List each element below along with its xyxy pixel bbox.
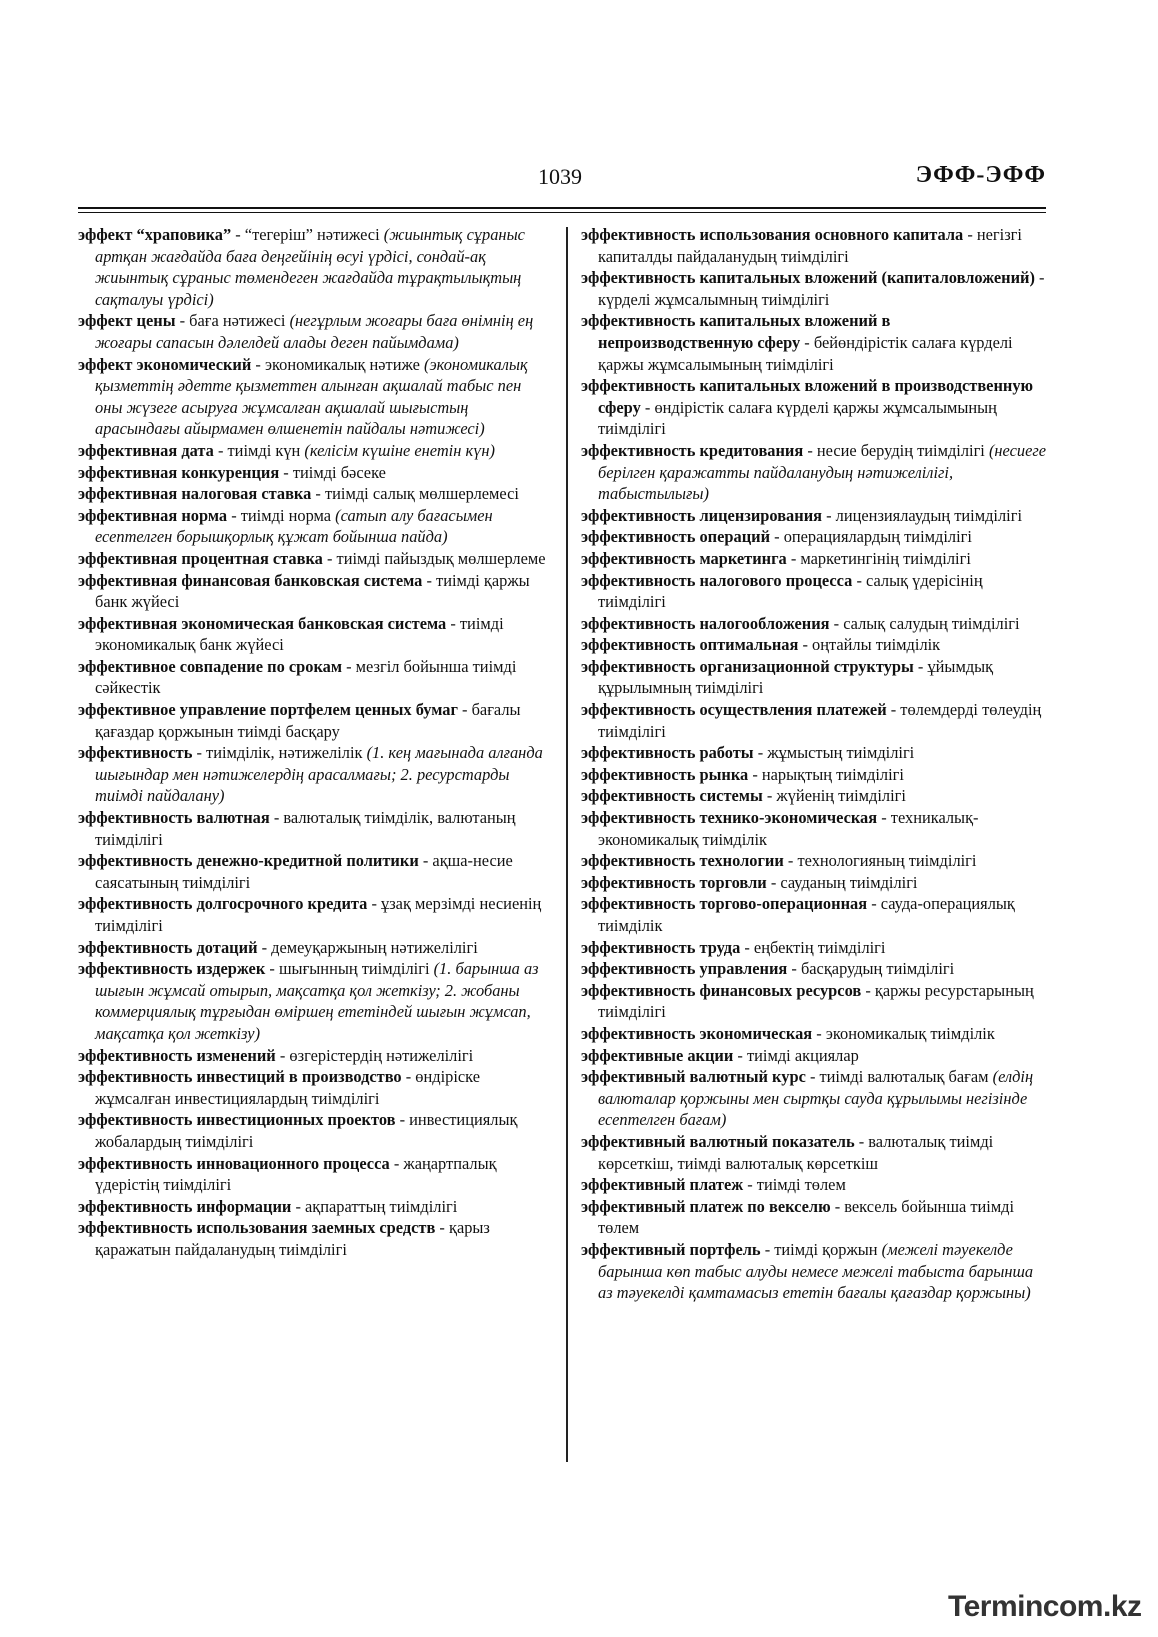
entry-definition: лицензиялаудың тиімділігі <box>835 505 1022 525</box>
entry-separator: - <box>269 808 284 828</box>
dictionary-entry <box>581 1045 1048 1067</box>
entry-separator: - <box>822 505 836 525</box>
watermark-logo <box>948 1590 1142 1624</box>
dictionary-entry <box>581 1023 1048 1045</box>
dictionary-entry <box>78 1153 552 1196</box>
entry-separator: - <box>762 786 777 806</box>
dictionary-entry <box>581 1196 1048 1239</box>
dictionary-entry <box>581 893 1048 936</box>
entry-term: эффективное совпадение по срокам <box>78 656 343 676</box>
entry-definition: техникалық-экономикалық тиімділік <box>598 808 979 849</box>
dictionary-entry <box>78 462 552 484</box>
entry-term: эффект “храповика” <box>78 225 232 244</box>
dictionary-entry <box>78 483 552 505</box>
entry-separator: - <box>446 613 460 633</box>
dictionary-entry <box>78 1217 552 1260</box>
entry-separator: - <box>805 1067 820 1087</box>
entry-definition: мезгіл бойынша тиімді сәйкестік <box>95 656 517 698</box>
entry-term: эффективность инвестиций в производство <box>78 1067 402 1087</box>
entry-term: эффективность торгово-операционная <box>581 894 868 914</box>
entry-definition: тиімді салық мөлшерлемесі <box>324 484 519 504</box>
entry-term: эффективность денежно-кредитной политики <box>78 851 419 871</box>
entry-separator: - <box>435 1218 449 1238</box>
entry-term: эффективность налогообложения <box>581 613 830 633</box>
dictionary-entry <box>581 785 1048 807</box>
entry-separator: - <box>457 700 472 720</box>
entry-term: эффективность информации <box>78 1196 292 1216</box>
dictionary-entry <box>78 548 552 570</box>
entry-note: (межелі тәуекелде барынша көп табыс алуды немесе межелі табыста барынша аз тәуекелді қамтамасыз ететін бағалы қағаздар қоржыны) <box>598 1239 1034 1303</box>
entry-separator: - <box>311 484 325 504</box>
dictionary-entry <box>581 699 1048 742</box>
entry-definition: жүйенің тиімділігі <box>776 786 906 806</box>
dictionary-entry <box>581 1239 1048 1304</box>
entry-term: эффективность использования заемных средств <box>78 1218 436 1238</box>
entry-definition: тиімді қоржын <box>774 1239 878 1259</box>
entry-separator: - <box>766 872 781 892</box>
entry-term: эффективность изменений <box>78 1045 276 1065</box>
dictionary-entry <box>581 980 1048 1023</box>
entry-term: эффективная финансовая банковская система <box>78 570 423 590</box>
entry-separator: - <box>265 959 279 979</box>
entry-term: эффект цены <box>78 311 176 331</box>
dictionary-entry <box>581 937 1048 959</box>
entry-separator: - <box>748 764 762 784</box>
dictionary-entry <box>581 872 1048 894</box>
entry-term: эффективность экономическая <box>581 1023 813 1043</box>
entry-note: (экономикалық қызметтің әдетте қызметтен алынған ақшалай табыс пен оны жүзеге асыруға жұмсалған ақшалай шығыстың арасындағы айырмамен өлшенетін пайдалы нәтижесі) <box>95 354 528 439</box>
entry-definition: операциялардың тиімділігі <box>783 527 972 547</box>
entry-term: эффективная процентная ставка <box>78 548 323 568</box>
column-divider <box>566 227 568 1462</box>
entry-definition: сауданың тиімділігі <box>780 872 918 892</box>
entry-term: эффективная норма <box>78 505 228 525</box>
entry-separator: - <box>251 354 265 374</box>
dictionary-entry <box>78 807 552 850</box>
entry-separator: - <box>367 894 381 914</box>
entry-term: эффективность финансовых ресурсов <box>581 980 862 1000</box>
dictionary-entry <box>581 958 1048 980</box>
entry-term: эффективность системы <box>581 786 763 806</box>
entry-definition: тиімділік, нәтижелілік <box>206 743 363 763</box>
entry-separator: - <box>257 937 272 957</box>
entry-definition: ақпараттың тиімділігі <box>305 1196 458 1216</box>
dictionary-entry <box>78 1109 552 1152</box>
entry-term: эффективность капитальных вложений в производственную сферу <box>581 376 1034 417</box>
dictionary-entry <box>581 634 1048 656</box>
entry-separator: - <box>760 1239 775 1259</box>
entry-definition: тиімді пайыздық мөлшерлеме <box>336 548 546 568</box>
entry-note: (жиынтық сұраныс артқан жағдайда баға деңгейінің өсуі үрдісі, сондай-ақ жиынтық сұраныс төмендеген жағдайда тұрақтылықтың сақталуы үрдісі) <box>95 225 525 309</box>
entry-note: (1. кең мағынада алғанда шығындар мен нәтижелердің арасалмағы; 2. ресурстарды тиімді пайдалану) <box>95 743 543 806</box>
entry-definition: күрделі жұмсалымның тиімділігі <box>598 289 830 309</box>
dictionary-entry <box>581 1174 1048 1196</box>
entry-definition: оңтайлы тиімділік <box>812 635 941 655</box>
dictionary-entry <box>78 656 552 699</box>
entry-definition: демеуқаржының нәтижелілігі <box>271 937 478 957</box>
dictionary-entry <box>581 850 1048 872</box>
dictionary-entry <box>78 1196 552 1218</box>
entry-term: эффективность маркетинга <box>581 548 787 568</box>
entry-separator: - <box>418 851 433 871</box>
entry-definition: тиімді акциялар <box>746 1045 859 1065</box>
entry-term: эффективность технико-экономическая <box>581 808 878 828</box>
right-column <box>581 224 1048 1304</box>
entry-definition: төлемдерді төлеудің тиімділігі <box>598 700 1042 741</box>
entry-term: эффект экономический <box>78 354 252 374</box>
running-title: ЭФФ-ЭФФ <box>915 162 1046 188</box>
entry-definition: бейөндірістік салаға күрделі қаржы жұмсалымының тиімділігі <box>598 332 1013 374</box>
entry-note: (1. барынша аз шығын жұмсай отырып, мақсатқа қол жеткізу; 2. жобаны коммерциялық тұрғыдан өміршең ететіндей шығын жұмсап, мақсатқа қол жеткізу) <box>95 959 539 1043</box>
entry-separator: - <box>861 980 875 1000</box>
entry-definition: ұйымдық құрылымның тиімділігі <box>598 656 994 698</box>
entry-definition: “тегеріш” нәтижесі <box>244 225 380 244</box>
entry-separator: - <box>786 548 801 568</box>
entry-separator: - <box>291 1196 305 1216</box>
entry-definition: валюталық тиімді көрсеткіш, тиімді валюталық көрсеткіш <box>598 1131 994 1173</box>
entry-term: эффективность оптимальная <box>581 635 799 655</box>
entry-definition: жаңартпалық үдерістің тиімділігі <box>95 1153 497 1195</box>
entry-term: эффективный валютный показатель <box>581 1131 855 1151</box>
entry-term: эффективность рынка <box>581 764 749 784</box>
entry-definition: несие берудің тиімділігі <box>816 440 985 460</box>
watermark-text: Termincom.kz <box>948 1590 1142 1623</box>
dictionary-entry <box>78 699 552 742</box>
dictionary-entry <box>78 505 552 548</box>
entry-separator: - <box>227 505 241 525</box>
dictionary-entry <box>78 613 552 656</box>
dictionary-entry <box>581 505 1048 527</box>
page-number: 1039 <box>538 164 582 189</box>
entry-definition: өндіріске жұмсалған инвестициялардың тиімділігі <box>95 1067 481 1108</box>
dictionary-entry <box>78 742 552 807</box>
entry-separator: - <box>800 332 814 352</box>
header-rule-thick <box>78 207 1046 209</box>
dictionary-entry <box>78 1045 552 1067</box>
entry-separator: - <box>395 1110 410 1130</box>
dictionary-entry <box>78 354 552 440</box>
dictionary-entry <box>581 570 1048 613</box>
header-rule-thin <box>78 212 1046 213</box>
entry-separator: - <box>770 527 784 547</box>
entry-separator: - <box>877 808 891 828</box>
entry-definition: тиімді төлем <box>756 1175 846 1195</box>
entry-term: эффективная дата <box>78 440 214 460</box>
entry-term: эффективный платеж <box>581 1175 744 1195</box>
dictionary-entry <box>78 310 552 353</box>
entry-separator: - <box>830 1196 845 1216</box>
entry-separator: - <box>401 1067 416 1087</box>
entry-term: эффективность использования основного капитала <box>581 225 964 244</box>
entry-separator: - <box>275 1045 290 1065</box>
entry-separator: - <box>231 225 245 244</box>
entry-definition: ұзақ мерзімді несиенің тиімділігі <box>95 894 542 935</box>
entry-definition: валюталық тиімділік, валютаның тиімділігі <box>95 808 516 849</box>
entry-term: эффективность кредитования <box>581 440 804 460</box>
entry-separator: - <box>913 656 928 676</box>
entry-term: эффективная налоговая ставка <box>78 484 312 504</box>
entry-separator: - <box>740 937 754 957</box>
entry-separator: - <box>812 1023 826 1043</box>
entry-separator: - <box>753 743 768 763</box>
dictionary-entry <box>78 937 552 959</box>
dictionary-entry <box>581 548 1048 570</box>
dictionary-entry <box>581 310 1048 375</box>
dictionary-entry <box>581 526 1048 548</box>
entry-definition: негізгі капиталды пайдаланудың тиімділігі <box>598 225 1022 266</box>
dictionary-entry <box>581 267 1048 310</box>
entry-definition: нарықтың тиімділігі <box>761 764 904 784</box>
entry-note: (келісім күшіне енетін күн) <box>300 440 495 460</box>
entry-term: эффективный валютный курс <box>581 1067 806 1087</box>
entry-term: эффективность осуществления платежей <box>581 700 887 720</box>
entry-term: эффективная экономическая банковская система <box>78 613 447 633</box>
dictionary-entry <box>581 440 1048 505</box>
entry-definition: қаржы ресурстарының тиімділігі <box>598 980 1034 1022</box>
entry-term: эффективность капитальных вложений (капиталовложений) <box>581 268 1035 288</box>
entry-term: эффективность налогового процесса <box>581 570 853 590</box>
entry-note: (елдің валюталар қоржыны мен сыртқы сауда құрылымы негізінде есептелген бағам) <box>598 1067 1034 1130</box>
entry-term: эффективность долгосрочного кредита <box>78 894 368 914</box>
entry-separator: - <box>213 440 228 460</box>
dictionary-entry <box>581 1131 1048 1174</box>
entry-separator: - <box>787 959 801 979</box>
entry-term: эффективный платеж по векселю <box>581 1196 831 1216</box>
entry-note: (несиеге берілген қаражатты пайдаланудың нәтижелілігі, табыстылығы) <box>598 440 1047 504</box>
entry-term: эффективные акции <box>581 1045 734 1065</box>
entry-definition: вексель бойынша тиімді төлем <box>598 1196 1015 1238</box>
dictionary-entry <box>78 224 552 310</box>
dictionary-entry <box>581 764 1048 786</box>
entry-separator: - <box>798 635 813 655</box>
entry-definition: экономикалық тиімділік <box>825 1023 995 1043</box>
entry-definition: жұмыстың тиімділігі <box>767 743 915 763</box>
entry-definition: қарыз қаражатын пайдаланудың тиімділігі <box>95 1218 490 1259</box>
entry-definition: тиімді экономикалық банк жүйесі <box>95 613 504 655</box>
entry-separator: - <box>783 851 798 871</box>
entry-term: эффективное управление портфелем ценных бумаг <box>78 700 458 720</box>
dictionary-entry <box>78 893 552 936</box>
entry-definition: тиімді қаржы банк жүйесі <box>95 570 530 612</box>
entry-separator: - <box>640 397 655 417</box>
entry-definition: инвестициялық жобалардың тиімділігі <box>95 1110 518 1151</box>
entry-definition: өндірістік салаға күрделі қаржы жұмсалымының тиімділігі <box>598 397 997 439</box>
entry-separator: - <box>803 440 817 460</box>
dictionary-entry <box>78 850 552 893</box>
dictionary-entry <box>78 440 552 462</box>
dictionary-entry <box>581 742 1048 764</box>
entry-separator: - <box>192 743 207 763</box>
entry-term: эффективность операций <box>581 527 771 547</box>
entry-term: эффективность лицензирования <box>581 505 823 525</box>
entry-separator: - <box>852 570 866 590</box>
entry-separator: - <box>175 311 190 331</box>
entry-note: (сатып алу бағасымен есептелген борышқорлық құжат бойынша пайда) <box>95 505 493 547</box>
entry-term: эффективность управления <box>581 959 788 979</box>
entry-separator: - <box>322 548 337 568</box>
entry-definition: маркетингінің тиімділігі <box>800 548 971 568</box>
entry-separator: - <box>886 700 901 720</box>
entry-separator: - <box>422 570 437 590</box>
entry-note: (негұрлым жоғары баға өнімнің ең жоғары сапасын дәлелдей алады деген пайымдама) <box>95 311 534 352</box>
entry-term: эффективная конкуренция <box>78 462 280 482</box>
dictionary-entry <box>78 1066 552 1109</box>
dictionary-entry <box>581 656 1048 699</box>
entry-term: эффективность работы <box>581 743 754 763</box>
dictionary-entry <box>581 224 1048 267</box>
entry-separator: - <box>963 225 977 244</box>
entry-definition: өзгерістердің нәтижелілігі <box>289 1045 474 1065</box>
entry-separator: - <box>854 1131 869 1151</box>
entry-term: эффективность технологии <box>581 851 784 871</box>
entry-definition: тиімді күн <box>227 440 301 460</box>
entry-term: эффективность инвестиционных проектов <box>78 1110 396 1130</box>
entry-definition: тиімді норма <box>240 505 332 525</box>
entry-term: эффективность издержек <box>78 959 266 979</box>
entry-definition: еңбектің тиімділігі <box>753 937 886 957</box>
entry-term: эффективность инновационного процесса <box>78 1153 390 1173</box>
entry-separator: - <box>1034 268 1045 288</box>
entry-definition: салық үдерісінің тиімділігі <box>598 570 983 612</box>
entry-separator: - <box>389 1153 404 1173</box>
entry-separator: - <box>342 656 356 676</box>
entry-definition: салық салудың тиімділігі <box>843 613 1020 633</box>
entry-definition: басқарудың тиімділігі <box>800 959 955 979</box>
entry-term: эффективность валютная <box>78 808 270 828</box>
entry-term: эффективный портфель <box>581 1239 761 1259</box>
entry-separator: - <box>867 894 881 914</box>
entry-definition: тиімді бәсеке <box>292 462 386 482</box>
dictionary-entry <box>581 807 1048 850</box>
entry-term: эффективность труда <box>581 937 741 957</box>
entry-separator: - <box>829 613 844 633</box>
entry-definition: тиімді валюталық бағам <box>819 1067 989 1087</box>
entry-definition: технологияның тиімділігі <box>797 851 977 871</box>
dictionary-entry <box>581 1066 1048 1131</box>
entry-term: эффективность дотаций <box>78 937 258 957</box>
entry-definition: шығынның тиімділігі <box>278 959 430 979</box>
dictionary-entry <box>581 375 1048 440</box>
entry-separator: - <box>733 1045 747 1065</box>
entry-separator: - <box>279 462 293 482</box>
dictionary-entry <box>78 570 552 613</box>
entry-term: эффективность капитальных вложений в непроизводственную сферу <box>581 311 891 352</box>
entry-term: эффективность организационной структуры <box>581 656 914 676</box>
entry-definition: сауда-операциялық тиімділік <box>598 894 1015 935</box>
entry-separator: - <box>743 1175 757 1195</box>
entry-definition: экономикалық нәтиже <box>264 354 420 374</box>
entry-term: эффективность <box>78 743 193 763</box>
entry-definition: ақша-несие саясатының тиімділігі <box>95 851 513 892</box>
entry-definition: бағалы қағаздар қоржынын тиімді басқару <box>95 700 521 741</box>
dictionary-entry <box>78 958 552 1044</box>
entry-definition: баға нәтижесі <box>189 311 286 331</box>
dictionary-entry <box>581 613 1048 635</box>
left-column <box>78 224 552 1261</box>
entry-term: эффективность торговли <box>581 872 767 892</box>
